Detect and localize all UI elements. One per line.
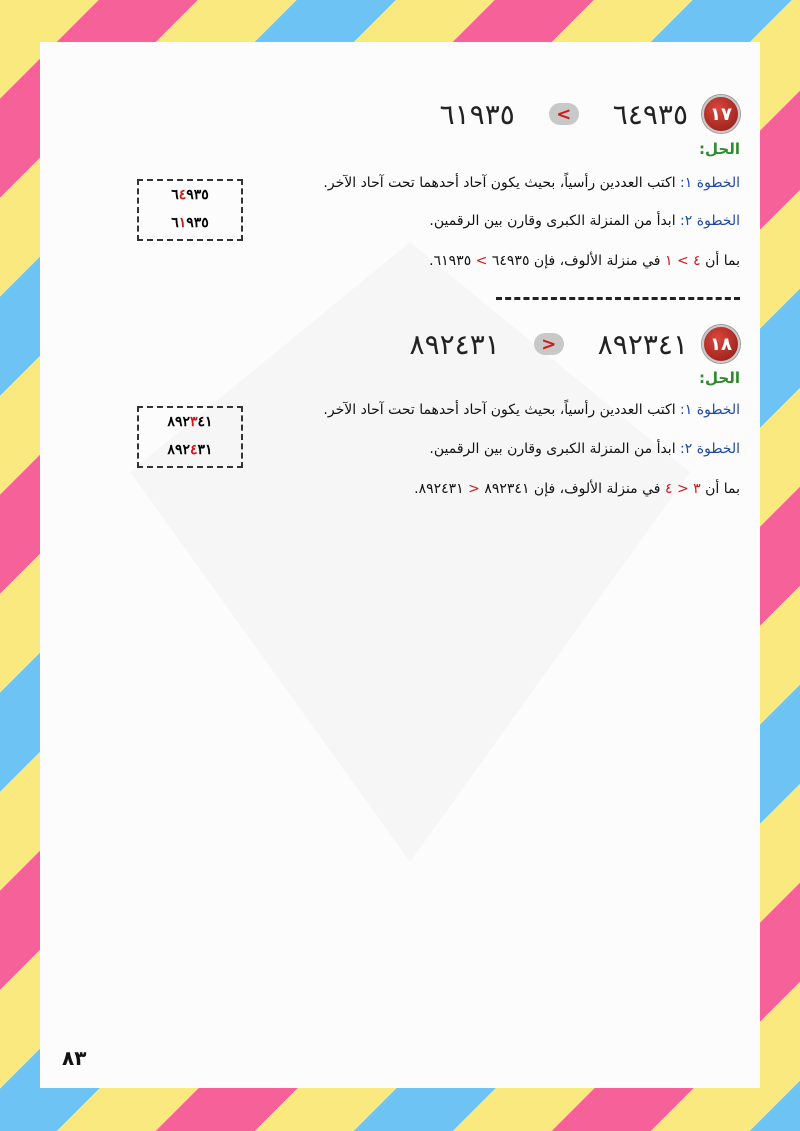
number-b: ٦١٩٣٥ (439, 97, 515, 131)
vertical-alignment-box (137, 179, 243, 241)
step-2-label: الخطوة ٢: (680, 441, 740, 457)
step-1 (323, 402, 740, 418)
step-2-text: ابدأ من المنزلة الكبرى وقارن بين الرقمين. (429, 213, 676, 229)
problem-18-header (396, 325, 740, 363)
page-sheet (40, 42, 760, 1088)
conclusion-sign: < (676, 481, 689, 497)
step-1-text: اكتب العددين رأسياً، بحيث يكون آحاد أحدهما تحت آحاد الآخر. (323, 402, 676, 418)
number-b: ٨٩٢٤٣١ (409, 327, 500, 361)
vertical-alignment-box (137, 406, 243, 468)
step-1-label: الخطوة ١: (680, 175, 740, 191)
number-a: ٨٩٢٣٤١ (597, 327, 688, 361)
step-2-text: ابدأ من المنزلة الكبرى وقارن بين الرقمين. (429, 441, 676, 457)
comparison-sign: < (534, 333, 564, 355)
conclusion-sign: > (475, 253, 488, 269)
step-1 (323, 175, 740, 191)
conclusion-number: ٦١٩٣٥. (429, 253, 472, 269)
conclusion-text: بما أن (705, 481, 740, 497)
conclusion (414, 481, 740, 497)
aligned-number-top: ٦٤٩٣٥ (171, 187, 209, 203)
step-2 (429, 213, 740, 229)
conclusion-text: في منزلة الألوف، فإن (533, 481, 661, 497)
section-divider (496, 297, 740, 300)
aligned-number-bottom: ٦١٩٣٥ (171, 215, 209, 231)
number-a: ٦٤٩٣٥ (612, 97, 688, 131)
solution-label: الحل: (699, 369, 740, 387)
conclusion (429, 253, 740, 269)
conclusion-text: بما أن (705, 253, 740, 269)
step-2 (429, 441, 740, 457)
conclusion-number: ٨٩٢٤٣١. (414, 481, 464, 497)
solution-label: الحل: (699, 140, 740, 158)
conclusion-sign: > (676, 253, 689, 269)
problem-17-header (426, 95, 740, 133)
problem-number-badge: ١٧ (702, 95, 740, 133)
conclusion-sign: < (468, 481, 480, 497)
problem-number-badge: ١٨ (702, 325, 740, 363)
step-1-text: اكتب العددين رأسياً، بحيث يكون آحاد أحدهما تحت آحاد الآخر. (323, 175, 676, 191)
aligned-number-top: ٨٩٢٣٤١ (167, 414, 213, 430)
page-number: ٨٣ (62, 1046, 87, 1070)
step-2-label: الخطوة ٢: (680, 213, 740, 229)
conclusion-digit: ٤ (664, 481, 673, 497)
conclusion-digit: ١ (664, 253, 673, 269)
conclusion-number: ٨٩٢٣٤١ (484, 481, 530, 497)
conclusion-digit: ٣ (693, 481, 701, 497)
conclusion-digit: ٤ (693, 253, 701, 269)
aligned-number-bottom: ٨٩٢٤٣١ (167, 442, 213, 458)
conclusion-text: في منزلة الألوف، فإن (533, 253, 661, 269)
conclusion-number: ٦٤٩٣٥ (491, 253, 530, 269)
step-1-label: الخطوة ١: (680, 402, 740, 418)
comparison-sign: > (549, 103, 579, 125)
